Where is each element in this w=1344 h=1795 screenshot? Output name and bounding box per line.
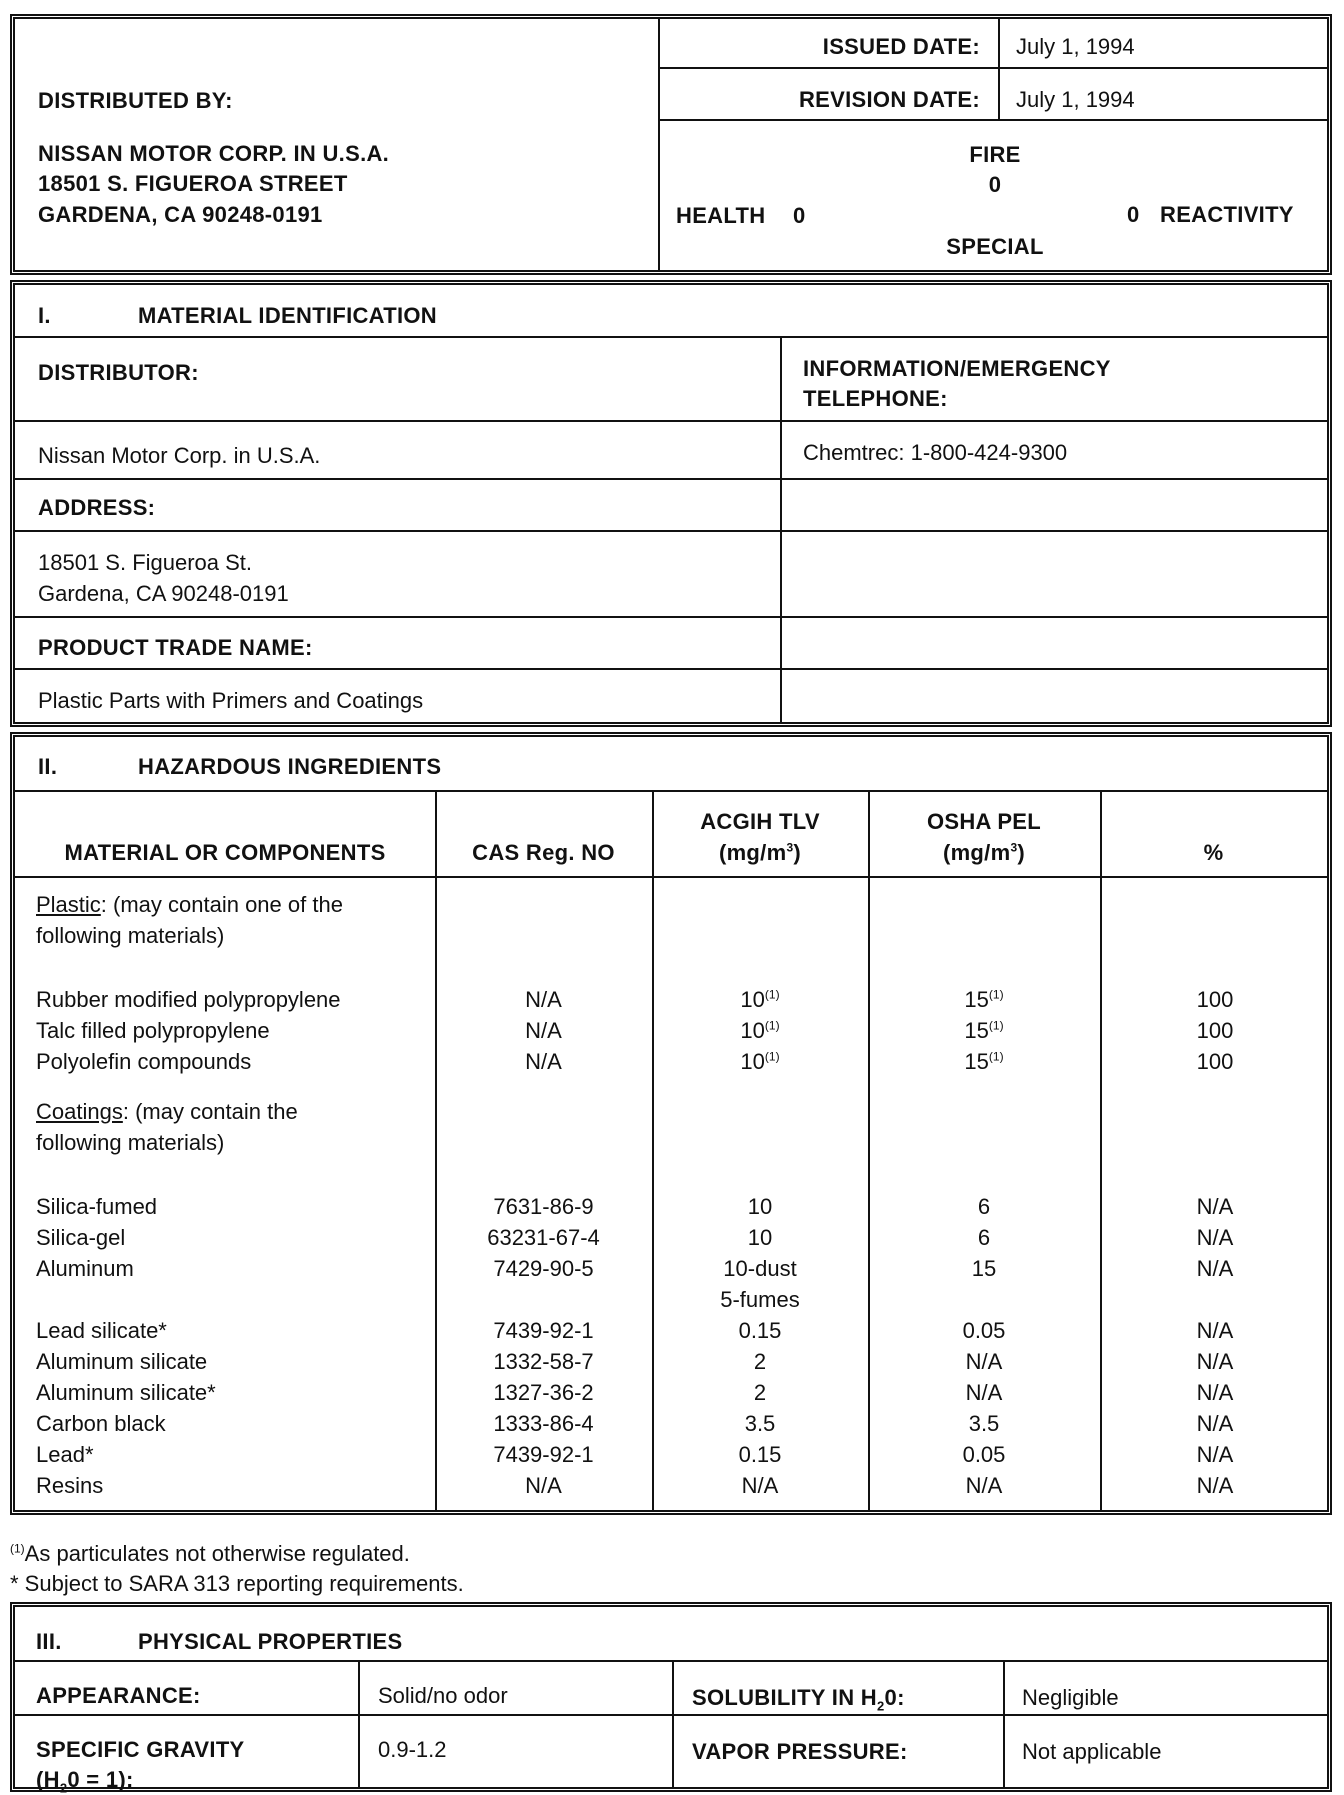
- address-label: ADDRESS:: [38, 495, 156, 520]
- company-line-2: 18501 S. FIGUEROA STREET: [38, 171, 348, 196]
- info-emergency-label-2: TELEPHONE:: [803, 386, 948, 411]
- vapor-pressure-label: VAPOR PRESSURE:: [692, 1739, 908, 1764]
- col-header-percent: %: [1203, 840, 1224, 865]
- vapor-pressure-value: Not applicable: [1022, 1739, 1162, 1764]
- section1-number: I.: [38, 303, 51, 328]
- issued-date-label: ISSUED DATE:: [822, 34, 980, 59]
- appearance-label: APPEARANCE:: [36, 1683, 201, 1708]
- col-header-osha-1: OSHA PEL: [926, 809, 1042, 834]
- plastic-group-line2: following materials): [36, 923, 225, 948]
- specific-gravity-label-1: SPECIFIC GRAVITY: [36, 1737, 245, 1762]
- distributed-by-label: DISTRIBUTED BY:: [38, 88, 233, 113]
- nfpa-reactivity-value: 0: [1127, 202, 1140, 227]
- col-header-material: MATERIAL OR COMPONENTS: [64, 840, 386, 865]
- nfpa-special-label: SPECIAL: [946, 234, 1044, 259]
- revision-date-value: July 1, 1994: [1016, 87, 1135, 112]
- issued-date-value: July 1, 1994: [1016, 34, 1135, 59]
- address-line-1: 18501 S. Figueroa St.: [38, 550, 253, 575]
- nfpa-reactivity-label: REACTIVITY: [1160, 202, 1294, 227]
- section1-title: MATERIAL IDENTIFICATION: [138, 303, 437, 328]
- coatings-group-line2: following materials): [36, 1130, 225, 1155]
- section3-number: III.: [36, 1629, 62, 1654]
- company-line-1: NISSAN MOTOR CORP. IN U.S.A.: [38, 141, 390, 166]
- nfpa-fire-label: FIRE: [969, 142, 1021, 167]
- specific-gravity-value: 0.9-1.2: [378, 1737, 447, 1762]
- col-header-cas: CAS Reg. NO: [472, 840, 615, 865]
- company-line-3: GARDENA, CA 90248-0191: [38, 202, 323, 227]
- col-header-acgih-1: ACGIH TLV: [700, 809, 820, 834]
- section3-title: PHYSICAL PROPERTIES: [138, 1629, 403, 1654]
- nfpa-health-value: 0: [793, 203, 806, 228]
- section2-number: II.: [38, 754, 58, 779]
- revision-date-label: REVISION DATE:: [798, 87, 980, 112]
- col-header-osha-2: $(mg/m^3)$: [942, 840, 1026, 865]
- address-line-2: Gardena, CA 90248-0191: [38, 581, 289, 606]
- specific-gravity-label-2: $(H_20 = 1)$:: [36, 1767, 134, 1795]
- info-emergency-label-1: INFORMATION/EMERGENCY: [803, 356, 1111, 381]
- distributor-value: Nissan Motor Corp. in U.S.A.: [38, 443, 321, 468]
- solubility-label: SOLUBILITY IN $H_20$:: [692, 1685, 905, 1714]
- coatings-group-heading: Coatings: (may contain the: [36, 1099, 298, 1124]
- plastic-group-heading: Plastic: (may contain one of the: [36, 892, 343, 917]
- section2-title: HAZARDOUS INGREDIENTS: [138, 754, 442, 779]
- nfpa-fire-value: 0: [988, 172, 1002, 197]
- product-trade-name-value: Plastic Parts with Primers and Coatings: [38, 688, 424, 713]
- nfpa-health-label: HEALTH: [676, 203, 766, 228]
- footnote-1: $^{(1)}$As particulates not otherwise regulated.: [10, 1541, 410, 1566]
- appearance-value: Solid/no odor: [378, 1683, 508, 1708]
- footnote-2: * Subject to SARA 313 reporting requirements.: [10, 1571, 464, 1596]
- emergency-phone-value: Chemtrec: 1-800-424-9300: [803, 440, 1068, 465]
- distributor-label: DISTRIBUTOR:: [38, 360, 199, 385]
- col-header-acgih-2: $(mg/m^3)$: [718, 840, 802, 865]
- solubility-value: Negligible: [1022, 1685, 1119, 1710]
- product-trade-name-label: PRODUCT TRADE NAME:: [38, 635, 313, 660]
